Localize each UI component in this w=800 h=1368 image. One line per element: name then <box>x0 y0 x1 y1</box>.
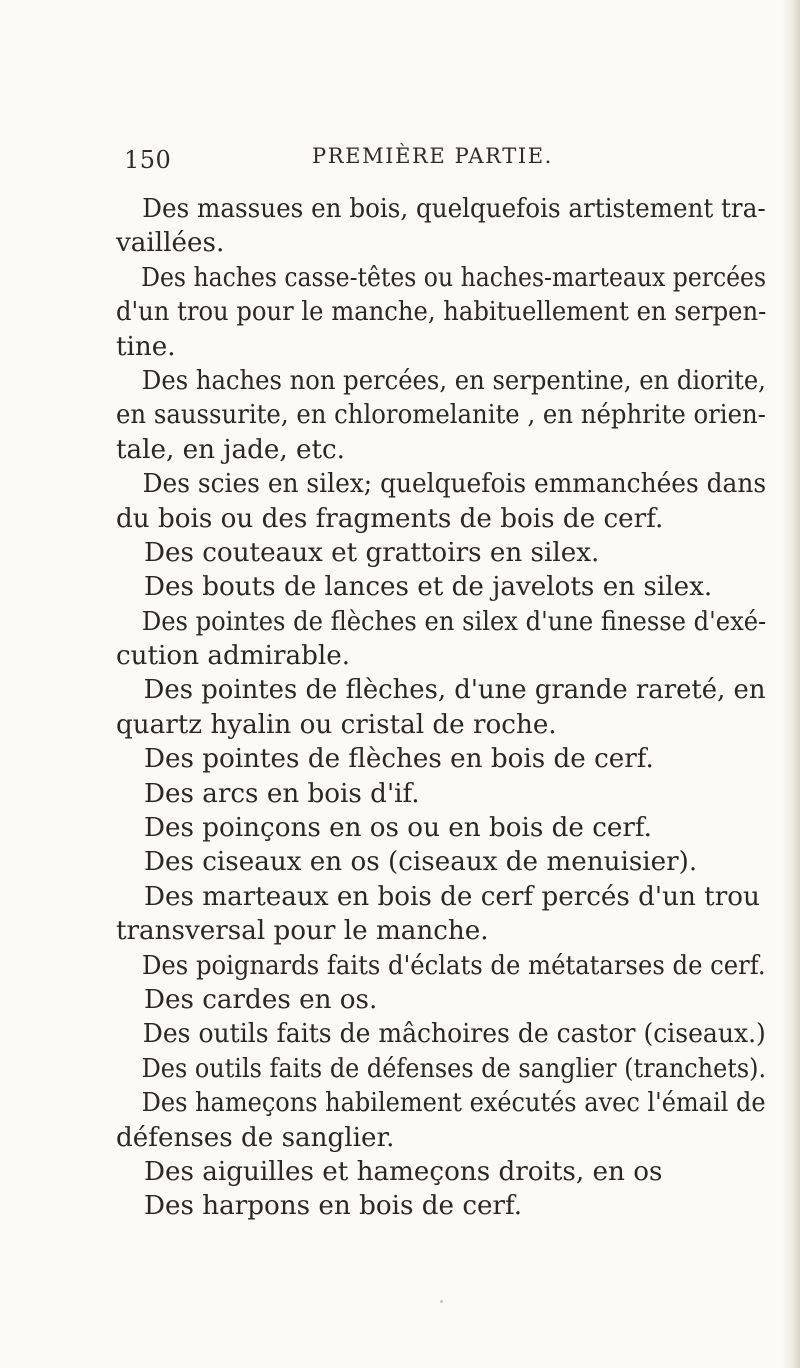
text-line: Des couteaux et grattoirs en silex. <box>144 537 600 568</box>
text-line: défenses de sanglier. <box>116 1122 395 1153</box>
text-line: Des massues en bois, quelquefois artistement tra- <box>142 194 766 224</box>
text-line: Des haches casse-têtes ou haches-marteaux percées <box>141 262 767 293</box>
body-text <box>116 192 766 1224</box>
text-line: Des bouts de lances et de javelots en silex. <box>144 572 713 603</box>
text-line: Des ciseaux en os (ciseaux de menuisier). <box>144 847 698 878</box>
text-line: Des hameçons habilement exécutés avec l'émail de <box>141 1088 766 1119</box>
text-line: d'un trou pour le manche, habituellement en serpen- <box>116 297 767 328</box>
text-line: Des poinçons en os ou en bois de cerf. <box>144 813 652 844</box>
text-line: transversal pour le manche. <box>116 916 489 947</box>
page-number: 150 <box>124 146 172 174</box>
text-line: Des pointes de flèches en bois de cerf. <box>144 744 654 775</box>
running-title: PREMIÈRE PARTIE. <box>312 144 553 168</box>
text-line: Des outils faits de mâchoires de castor (ciseaux.) <box>142 1019 766 1050</box>
text-line: cution admirable. <box>116 641 351 672</box>
text-line: quartz hyalin ou cristal de roche. <box>116 709 557 740</box>
text-line: Des outils faits de défenses de sanglier (tranchets). <box>141 1053 767 1084</box>
page-edge-shadow <box>782 0 800 1368</box>
text-line: Des haches non percées, en serpentine, en diorite, <box>141 365 766 396</box>
paper-speck <box>440 1300 443 1303</box>
text-line: du bois ou des fragments de bois de cerf. <box>116 503 664 534</box>
text-line: Des marteaux en bois de cerf percés d'un trou <box>144 881 760 912</box>
page-header <box>0 140 800 176</box>
text-line: tine. <box>116 331 176 362</box>
text-line: tale, en jade, etc. <box>116 434 345 465</box>
text-line: Des pointes de flèches, d'une grande rareté, en <box>143 675 766 706</box>
text-line: Des cardes en os. <box>144 984 378 1015</box>
text-line: en saussurite, en chloromelanite , en néphrite orien- <box>116 400 766 431</box>
text-line: Des pointes de flèches en silex d'une finesse d'exé- <box>141 606 767 637</box>
text-line: Des aiguilles et hameçons droits, en os <box>144 1156 663 1187</box>
text-line: Des scies en silex; quelquefois emmanchées dans <box>142 469 767 500</box>
text-line: Des arcs en bois d'if. <box>144 778 420 809</box>
text-line: Des poignards faits d'éclats de métatarses de cerf. <box>141 950 766 981</box>
text-line: vaillées. <box>116 228 225 259</box>
text-line: Des harpons en bois de cerf. <box>144 1191 523 1222</box>
